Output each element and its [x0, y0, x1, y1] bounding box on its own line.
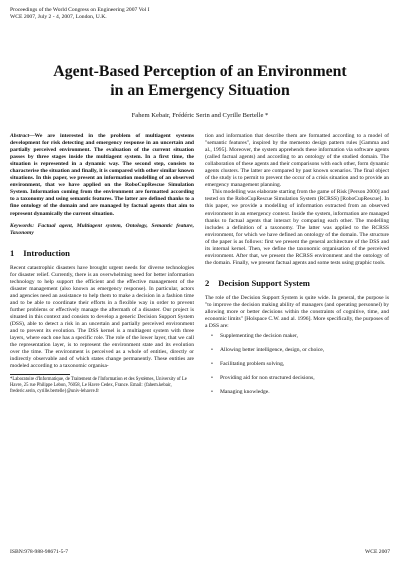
abstract-text: —We are interested in the problem of multiagent systems development for risk detecting and emergency response in an uncertain and partially perceived environment. The evaluation of the current situation passes by three stages inside the multiagent system. In a first time, the situation is represented in a dynamic way. The second step, consists to characterise the situation and finally, it is compared with other similar known situations. In this paper, we present an information modelling of an observed environment, that we have applied on the RoboCupRescue Simulation System. Information coming from the environment are formatted according to a taxonomy and using semantic features. The latter are defined thanks to a fine ontology of the domain and are managed by factual agents that aim to represent dynamically the current situation. — [10, 133, 194, 217]
left-column — [10, 133, 194, 394]
footnote-rule — [10, 374, 70, 375]
paper-title — [0, 63, 400, 100]
right-column — [205, 133, 389, 403]
section-1-paragraph: Recent catastrophic disasters have brought urgent needs for diverse technologies for disaster relief. Currently, there is an overwhelming need for better information technology to help support the efficient and the effective management of the disaster management (also known as emergency response). In particular, actors and agencies need an assistance to help them to make a decision in a fashion time and to be able to coordinate their efforts in a flexible way in order to prevent further problems or effectively manage the aftermath of a disaster. Our project is situated in this context and consists to develop a generic Decision Support System (DSS), able to detect a risk in an uncertain and partially perceived environment and to prevent its evolution. The DSS kernel is a multiagent system with three layers, where each one has a specific role. The role of the lower layer, that we call the representation layer, is to represent the environment state and its evolution over the time. The environment is perceived as a whole of entities, directly or indirectly observable and of which states change permanently. These entities are modeled according to a taxonomic organisa- — [10, 264, 194, 370]
section-2-heading — [205, 278, 389, 288]
dss-purpose-list — [205, 333, 389, 396]
bullet-icon: • — [211, 375, 213, 382]
paper-title-line-2: in an Emergency Situation — [110, 81, 290, 99]
bullet-icon: • — [211, 361, 213, 368]
paper-title-line-1: Agent-Based Perception of an Environment — [53, 63, 347, 80]
abstract — [10, 133, 194, 218]
footer-isbn: ISBN:978-988-98671-5-7 — [10, 549, 69, 555]
bullet-icon: • — [211, 389, 213, 396]
list-item — [205, 361, 389, 368]
section-2-title: Decision Support System — [218, 277, 310, 288]
list-item — [205, 375, 389, 382]
intro-continuation-paragraph: tion and information that describe them are formatted according to a model of "semantic features", inspired by the memento design pattern rules [Gamma and al., 1995]. Moreover, the system apprehends these information via software agents (called factual agents) and according to an ontology of the studied domain. The collaboration of these agents and their comparisons with each other, form dynamic agents clusters. The latter are compared by past known scenarios. The final object of the study is to permit to prevent the occur of a crisis situation and to provide an emergency management planning. — [205, 133, 389, 189]
running-head — [10, 7, 150, 20]
bullet-icon: • — [211, 333, 213, 340]
section-1-number: 1 — [10, 247, 15, 258]
list-item-text: Managing knowledge. — [220, 389, 270, 396]
running-head-conference: WCE 2007, July 2 - 4, 2007, London, U.K. — [10, 13, 107, 20]
list-item-text: Facilitating problem solving, — [220, 361, 285, 368]
keywords: Keywords: Factual agent, Multiagent system, Ontology, Semantic feature, Taxonomy — [10, 222, 194, 236]
intro-paragraph-2: This modelling was elaborate starting from the game of Risk [Person 2000] and tested on the RoboCupRescue Simulation System (RCRSS) [RoboCupRescue]. In this paper, we provide a modelling of information extracted from an observed environment in an emergency context. Inside the system, information are managed thanks to factual agents that interact by comparing each other. The modelling includes a definition of a taxonomy. The latter was applied to the RCRSS environment, for which we have defined an ontology of the domain. The structure of the paper is as follows: first we present the general architecture of the DSS and its internal kernel. Then, we define the taxonomic organisation of the perceived environment. After that, we present the RCRSS environment and the ontology of the domain. Finally, we present factual agents and some tests using graphic tools. — [205, 189, 389, 266]
list-item — [205, 389, 389, 396]
affiliation-footnote: *Laboratoire d'Informatique, de Traitement de l'Information et des Systèmes, University of Le Havre, 25 rue Philippe Lebon, 76058, Le Havre Cedex, France. Email: {fahem.kebair, frederic.serin, cyrille.bertelle}@univ-lehavre.fr — [10, 377, 187, 394]
abstract-label: Abstract — [10, 133, 30, 139]
list-item-text: Supplementing the decision maker, — [220, 333, 299, 340]
section-2-paragraph: The role of the Decision Support System is quite wide. In general, the purpose is "to improve the decision making ability of managers (and operating personnel) by allowing more or better decisions within the constraints of cognitive, time, and economic limits" [Holspace C.W. and al. 1996]. More specifically, the purposes of a DSS are: — [205, 294, 389, 330]
list-item-text: Providing aid for non structured decisions, — [220, 375, 315, 382]
list-item — [205, 333, 389, 340]
section-2-number: 2 — [205, 277, 210, 288]
list-item-text: Allowing better intelligence, design, or choice, — [220, 347, 325, 354]
running-head-proceedings: Proceedings of the World Congress on Engineering 2007 Vol I — [10, 7, 150, 13]
section-1-title: Introduction — [23, 247, 70, 258]
list-item — [205, 347, 389, 354]
paper-authors: Fahem Kebair, Frédéric Serin and Cyrille Bertelle * — [131, 112, 269, 119]
footer-conference: WCE 2007 — [364, 549, 390, 555]
section-1-heading — [10, 248, 194, 258]
bullet-icon: • — [211, 347, 213, 354]
